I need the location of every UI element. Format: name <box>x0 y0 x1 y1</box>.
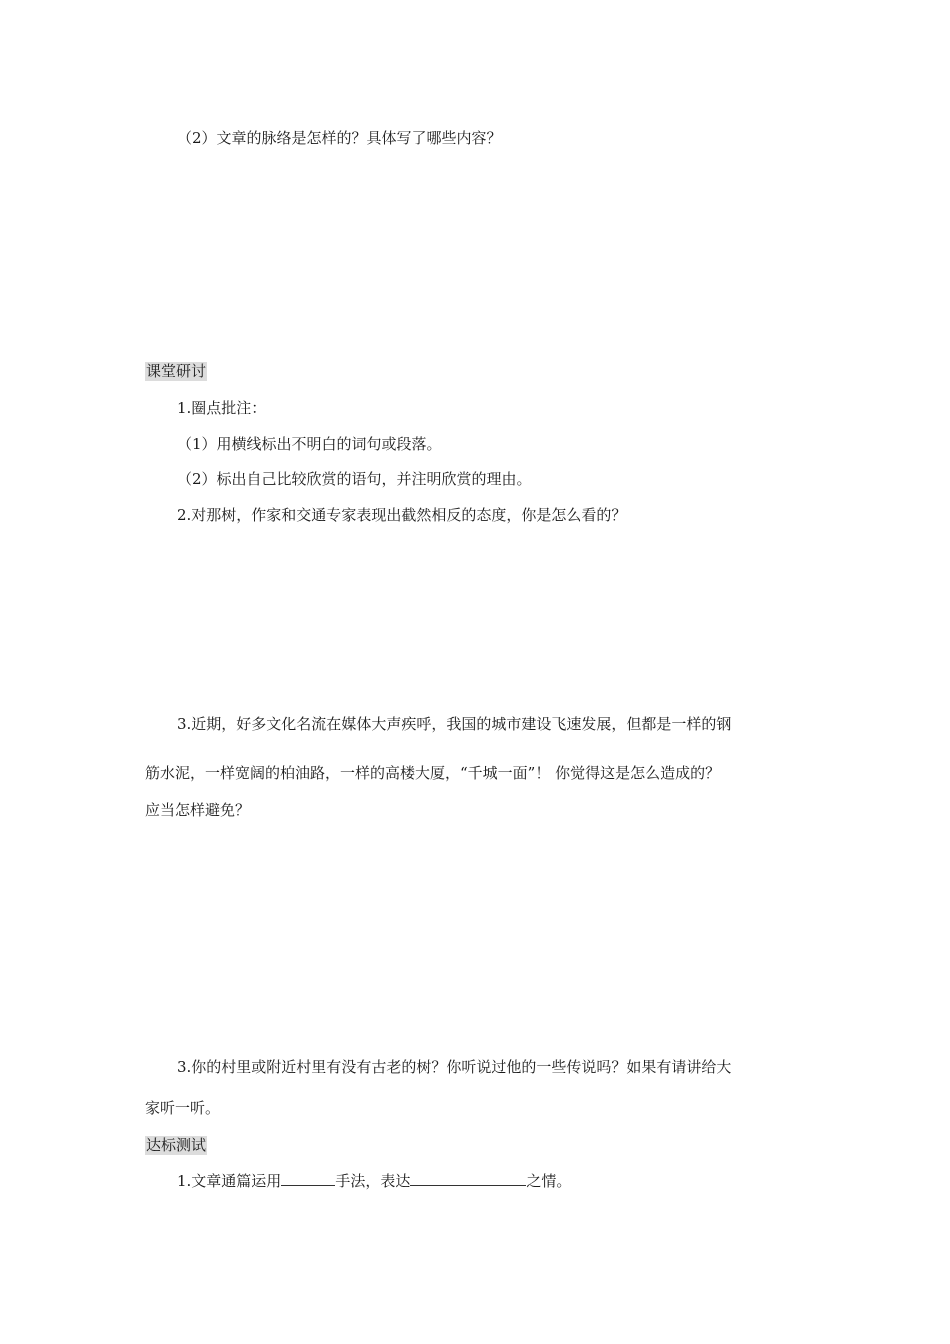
classroom-item-3-line-2: 筋水泥，一样宽阔的柏油路，一样的高楼大厦，“千城一面”！ 你觉得这是怎么造成的？ <box>145 764 721 782</box>
answer-blank-technique[interactable] <box>281 1171 335 1186</box>
section-heading-classroom: 课堂研讨 <box>146 362 207 380</box>
test-question-1-part-3: 之情。 <box>526 1172 572 1190</box>
test-question-1-part-2: 手法，表达 <box>335 1172 411 1190</box>
classroom-item-2: 2.对那树，作家和交通专家表现出截然相反的态度，你是怎么看的？ <box>177 506 627 524</box>
classroom-item-3-line-1: 3.近期，好多文化名流在媒体大声疾呼，我国的城市建设飞速发展，但都是一样的钢 <box>177 715 732 733</box>
test-question-1-part-1: 1.文章通篇运用 <box>177 1172 282 1190</box>
test-question-1 <box>177 1171 571 1191</box>
classroom-item-1-sub-1: （1）用横线标出不明白的词句或段落。 <box>177 435 442 453</box>
answer-blank-emotion[interactable] <box>410 1171 526 1186</box>
classroom-item-1-sub-2: （2）标出自己比较欣赏的语句，并注明欣赏的理由。 <box>177 470 532 488</box>
classroom-item-4-line-2: 家听一听。 <box>145 1099 221 1117</box>
classroom-item-1: 1.圈点批注： <box>177 399 267 417</box>
classroom-item-4-line-1: 3.你的村里或附近村里有没有古老的树？你听说过他的一些传说吗？如果有请讲给大 <box>177 1058 732 1076</box>
section-heading-test: 达标测试 <box>146 1136 207 1154</box>
question-2-structure: （2）文章的脉络是怎样的？具体写了哪些内容？ <box>177 129 502 147</box>
classroom-item-3-line-3: 应当怎样避免？ <box>145 801 251 819</box>
